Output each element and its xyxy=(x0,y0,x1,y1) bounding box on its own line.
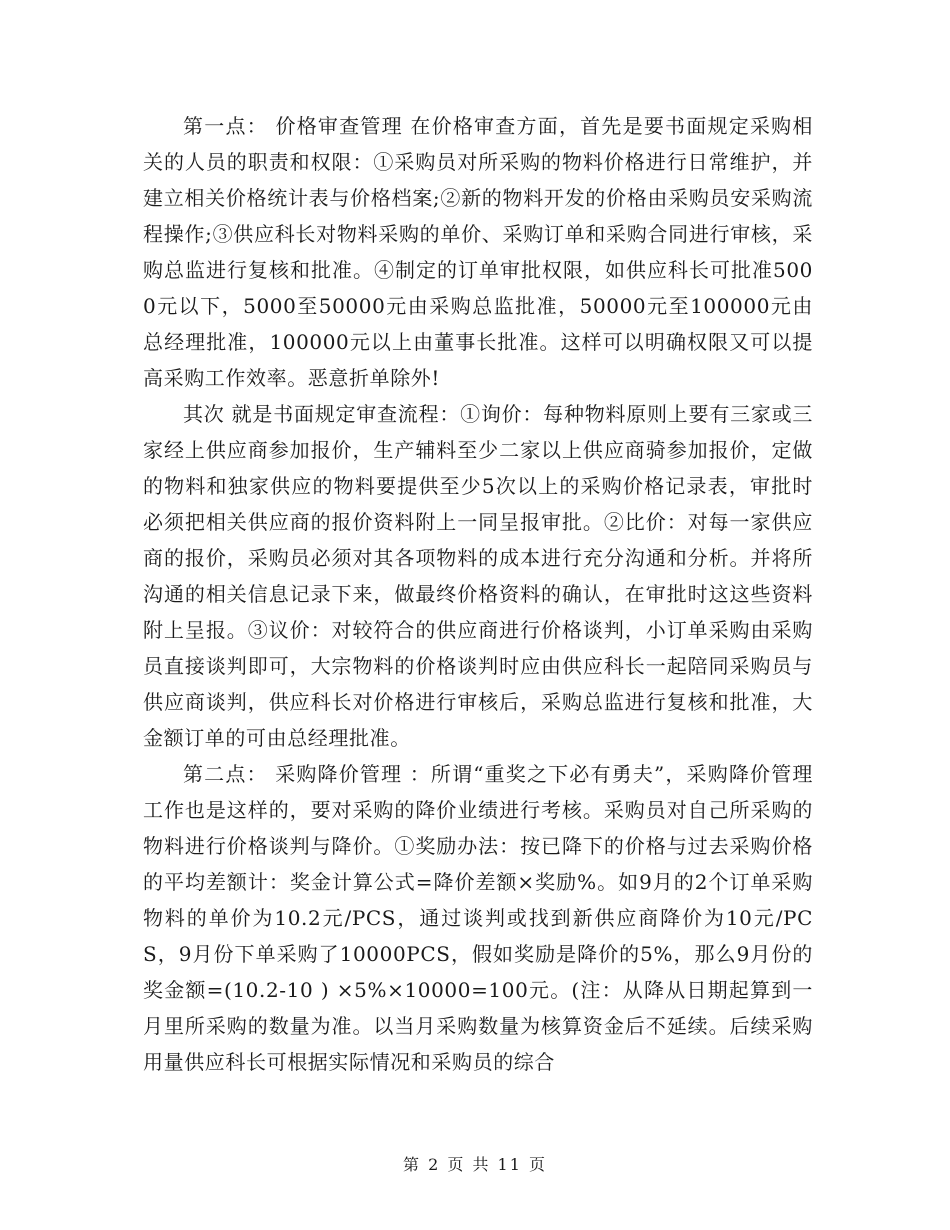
paragraph-review-process: 其次 就是书面规定审查流程：①询价：每种物料原则上要有三家或三家经上供应商参加报价，生产辅料至少二家以上供应商骑参加报价，定做的物料和独家供应的物料要提供至少5次以上的采购价格记录表，审批时必须把相关供应商的报价资料附上一同呈报审批。②比价：对每一家供应商的报价，采购员必须对其各项物料的成本进行充分沟通和分析。并将所沟通的相关信息记录下来，做最终价格资料的确认，在审批时这这些资料附上呈报。③议价：对较符合的供应商进行价格谈判，小订单采购由采购员直接谈判即可，大宗物料的价格谈判时应由供应科长一起陪同采购员与供应商谈判，供应科长对价格进行审核后，采购总监进行复核和批准，大金额订单的可由总经理批准。 xyxy=(143,402,813,750)
document-body xyxy=(143,108,813,1080)
paragraph-price-review: 第一点： 价格审查管理 在价格审查方面，首先是要书面规定采购相关的人员的职责和权限：①采购员对所采购的物料价格进行日常维护，并建立相关价格统计表与价格档案;②新的物料开发的价格由采购员安采购流程操作;③供应科长对物料采购的单价、采购订单和采购合同进行审核，采购总监进行复核和批准。④制定的订单审批权限，如供应科长可批准5000元以下，5000至50000元由采购总监批准，50000元至100000元由总经理批准，100000元以上由董事长批准。这样可以明确权限又可以提高采购工作效率。恶意折单除外! xyxy=(143,114,813,390)
page-number-footer: 第 2 页 共 11 页 xyxy=(403,1155,547,1174)
paragraph-price-reduction: 第二点： 采购降价管理 ：所谓“重奖之下必有勇夫”，采购降价管理工作也是这样的，要对采购的降价业绩进行考核。采购员对自己所采购的物料进行价格谈判与降价。①奖励办法：按已降下的价格与过去采购价格的平均差额计：奖金计算公式=降价差额×奖励%。如9月的2个订单采购物料的单价为10.2元/PCS，通过谈判或找到新供应商降价为10元/PCS，9月份下单采购了10000PCS，假如奖励是降价的5%，那么9月份的奖金额=(10.2-10 ) ×5%×10000=100元。(注：从降从日期起算到一月里所采购的数量为准。以当月采购数量为核算资金后不延续。后续采购用量供应科长可根据实际情况和采购员的综合 xyxy=(143,762,813,1074)
